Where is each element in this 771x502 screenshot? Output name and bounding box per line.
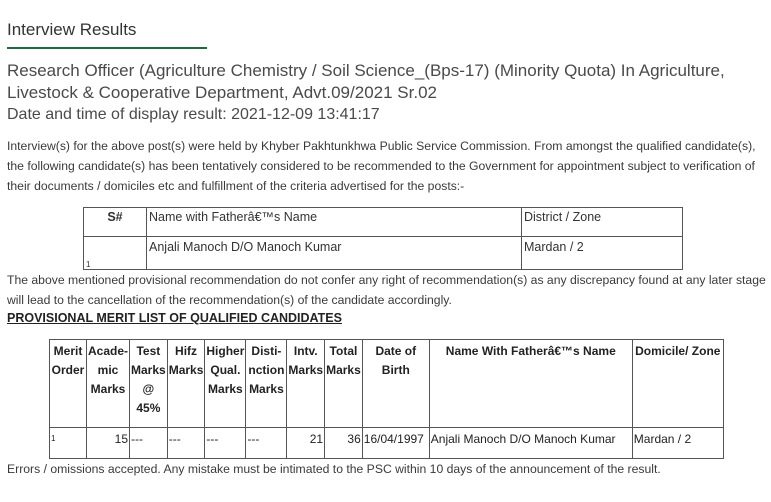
header-interview: Intv. Marks <box>287 340 325 428</box>
merit-header-row <box>50 340 724 428</box>
header-merit-order: Merit Order <box>50 340 87 428</box>
post-title: Research Officer (Agriculture Chemistry / Soil Science_(Bps-17) (Minority Quota) In Agriculture, Livestock & Cooperative Department, Advt.09/2021 Sr.02 <box>7 61 725 102</box>
cell-dob: 16/04/1997 <box>362 428 429 459</box>
recommended-table <box>83 207 683 270</box>
header-dob: Date of Birth <box>362 340 429 428</box>
cell-hifz: --- <box>167 428 205 459</box>
merit-table <box>49 339 724 459</box>
header-hifz: Hifz Marks <box>167 340 205 428</box>
cell-sno: 1 <box>84 237 147 270</box>
header-name: Name With Fatherâ€™s Name <box>429 340 632 428</box>
display-value: 2021-12-09 13:41:17 <box>231 106 380 123</box>
notice-paragraph: The above mentioned provisional recommendation do not confer any right of recommendation(s) as any discrepancy found at any later stage will lead to the cancellation of the recommendation(s) of the candidate accordingly. <box>7 273 766 307</box>
display-label: Date and time of display result: <box>7 106 227 123</box>
cell-domicile: Mardan / 2 <box>632 428 723 459</box>
header-test: Test Marks @ 45% <box>130 340 168 428</box>
cell-academic: 15 <box>87 428 130 459</box>
header-academic: Acade- mic Marks <box>87 340 130 428</box>
cell-name: Anjali Manoch D/O Manoch Kumar <box>429 428 632 459</box>
cell-distinction: --- <box>246 428 287 459</box>
recommended-header-row <box>84 208 683 237</box>
display-datetime <box>7 106 380 124</box>
heading-underline <box>7 47 207 49</box>
intro-paragraph: Interview(s) for the above post(s) were held by Khyber Pakhtunkhwa Public Service Commission. From amongst the qualified candidate(s), the following candidate(s) has been tentatively considered to be recommended to the Government for appointment subject to verification of their documents / domiciles etc and fulfillment of the criteria advertised for the posts:- <box>7 139 756 193</box>
header-total: Total Marks <box>325 340 363 428</box>
page-heading: Interview Results <box>7 20 137 39</box>
header-sno: S# <box>84 208 147 237</box>
cell-name: Anjali Manoch D/O Manoch Kumar <box>147 237 522 270</box>
cell-merit-order: 1 <box>50 428 87 459</box>
header-domicile: Domicile/ Zone <box>632 340 723 428</box>
cell-interview: 21 <box>287 428 325 459</box>
table-row <box>50 428 724 459</box>
cell-total: 36 <box>325 428 363 459</box>
cell-district: Mardan / 2 <box>522 237 683 270</box>
header-higher: Higher Qual. Marks <box>205 340 246 428</box>
merit-list-heading: PROVISIONAL MERIT LIST OF QUALIFIED CANDIDATES <box>7 311 342 325</box>
header-distinction: Disti- nction Marks <box>246 340 287 428</box>
table-row <box>84 237 683 270</box>
header-district: District / Zone <box>522 208 683 237</box>
cell-higher: --- <box>205 428 246 459</box>
footer-note: Errors / omissions accepted. Any mistake must be intimated to the PSC within 10 days of the announcement of the result. <box>7 462 661 476</box>
cell-test: --- <box>130 428 168 459</box>
header-name: Name with Fatherâ€™s Name <box>147 208 522 237</box>
